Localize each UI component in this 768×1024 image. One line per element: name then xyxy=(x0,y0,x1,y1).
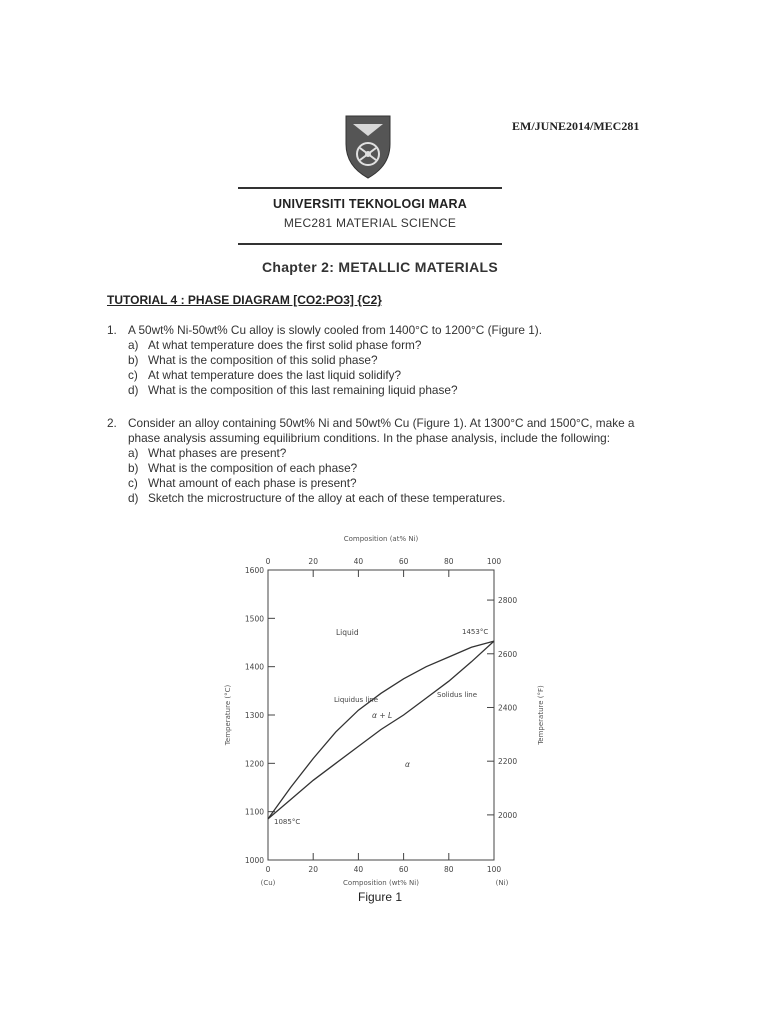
left-tick-label: 1600 xyxy=(244,566,264,575)
right-tick-label: 2000 xyxy=(498,810,518,820)
ni-end-label: (Ni) xyxy=(495,879,509,887)
right-tick-label: 2200 xyxy=(498,757,518,767)
left-tick-label: 1400 xyxy=(244,662,264,672)
bottom-tick-label: 20 xyxy=(308,865,318,874)
question-number: 2. xyxy=(107,416,117,430)
left-axis-label: Temperature (°C) xyxy=(224,684,232,746)
region-two-phase-label: α + L xyxy=(372,711,393,720)
list-item: d) What is the composition of this last remaining liquid phase? xyxy=(128,383,458,397)
bottom-tick-label: 60 xyxy=(398,865,409,874)
list-item: d) Sketch the microstructure of the alloy at each of these temperatures. xyxy=(128,491,506,505)
left-tick-label: 1100 xyxy=(244,807,264,817)
figure-caption: Figure 1 xyxy=(357,890,403,904)
top-tick-label: 0 xyxy=(265,557,271,566)
top-tick-label: 20 xyxy=(308,557,318,566)
list-item: c) At what temperature does the last liquid solidify? xyxy=(128,368,402,382)
top-tick-label: 40 xyxy=(353,557,364,566)
question-number: 1. xyxy=(107,323,117,337)
bottom-tick-label: 0 xyxy=(265,865,271,874)
top-tick-label: 80 xyxy=(444,557,454,566)
cu-melting-point-label: 1085°C xyxy=(274,818,301,826)
left-tick-label: 1300 xyxy=(244,711,264,720)
header-rule-bottom xyxy=(238,243,502,245)
header-rule-top xyxy=(238,187,502,189)
question-2 xyxy=(107,416,667,506)
solidus-curve xyxy=(268,641,494,819)
left-tick-label: 1000 xyxy=(244,856,264,865)
cu-end-label: (Cu) xyxy=(260,879,276,887)
bottom-tick-label: 80 xyxy=(444,865,454,874)
top-tick-label: 60 xyxy=(398,557,409,566)
phase-diagram-chart xyxy=(200,530,560,910)
left-tick-label: 1500 xyxy=(244,614,264,624)
left-tick-label: 1200 xyxy=(244,759,264,769)
solidus-label: Solidus line xyxy=(437,691,478,699)
bottom-axis-label: Composition (wt% Ni) xyxy=(343,879,419,887)
top-axis-label: Composition (at% Ni) xyxy=(343,535,419,543)
document-code: EM/JUNE2014/MEC281 xyxy=(512,119,640,133)
chapter-title: Chapter 2: METALLIC MATERIALS xyxy=(261,259,499,275)
list-item: b) What is the composition of each phase? xyxy=(128,461,358,475)
question-text: A 50wt% Ni-50wt% Cu alloy is slowly cooled from 1400°C to 1200°C (Figure 1). xyxy=(128,323,542,337)
tutorial-title: TUTORIAL 4 : PHASE DIAGRAM [CO2:PO3] {C2} xyxy=(107,293,382,307)
phase-diagram-figure xyxy=(200,530,560,910)
top-tick-label: 100 xyxy=(486,557,502,566)
bottom-tick-label: 100 xyxy=(486,865,502,874)
question-1 xyxy=(107,323,667,398)
list-item: c) What amount of each phase is present? xyxy=(128,476,357,490)
list-item: a) At what temperature does the first solid phase form? xyxy=(128,338,422,352)
bottom-tick-label: 40 xyxy=(353,865,364,874)
liquidus-label: Liquidus line xyxy=(334,696,379,704)
list-item: b) What is the composition of this solid phase? xyxy=(128,353,378,367)
ni-melting-point-label: 1453°C xyxy=(462,628,489,636)
region-liquid-label: Liquid xyxy=(336,628,359,637)
right-tick-label: 2400 xyxy=(498,703,518,713)
right-axis-label: Temperature (°F) xyxy=(537,685,545,745)
question-text: Consider an alloy containing 50wt% Ni and 50wt% Cu (Figure 1). At 1300°C and 1500°C, make a phase analysis assuming equilibrium conditions. In the phase analysis, include the following: xyxy=(128,416,635,445)
university-logo xyxy=(343,114,393,180)
list-item: a) What phases are present? xyxy=(128,446,287,460)
university-name: UNIVERSITI TEKNOLOGI MARA xyxy=(273,197,467,211)
right-tick-label: 2800 xyxy=(498,596,518,606)
region-solid-label: α xyxy=(405,760,410,769)
course-name: MEC281 MATERIAL SCIENCE xyxy=(283,216,457,230)
right-tick-label: 2600 xyxy=(498,649,518,659)
